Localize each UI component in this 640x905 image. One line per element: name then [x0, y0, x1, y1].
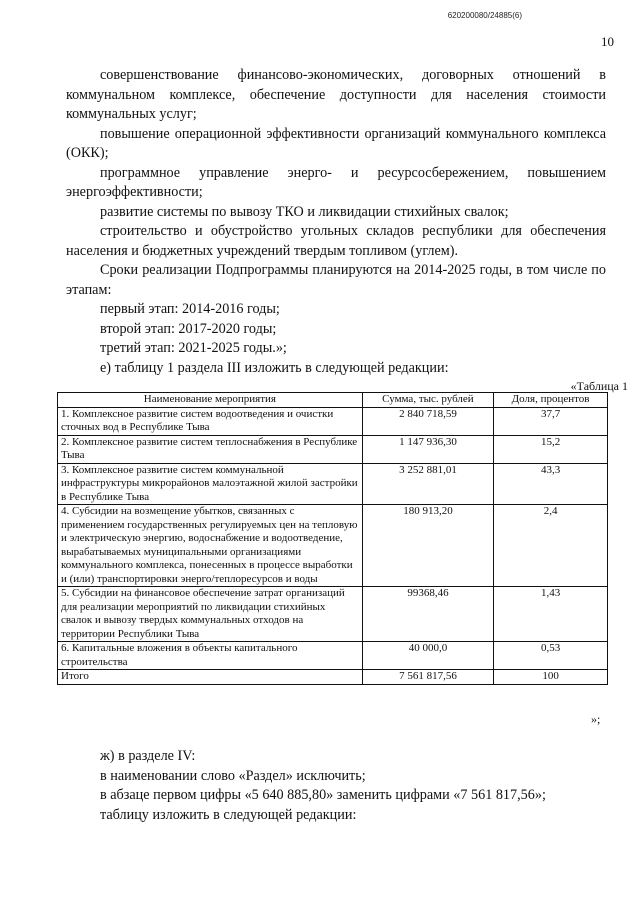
paragraph: ж) в разделе IV:: [100, 748, 196, 764]
table-row: [58, 587, 608, 642]
paragraph: второй этап: 2017-2020 годы;: [100, 320, 277, 337]
row-sum: 3 252 881,01: [362, 463, 493, 505]
paragraph: таблицу изложить в следующей редакции:: [100, 806, 357, 823]
paragraph: повышение операционной эффективности организаций коммунального комплекса (ОКК);: [66, 125, 606, 161]
table-row: [58, 463, 608, 505]
row-name: 4. Субсидии на возмещение убытков, связанных с применением государственных регулируемых цен на тепловую и электрическую энергию, водоснабжение и водоотведение, вырабатываемых муниципальными организациями коммунального комплекса, понесенных в процессе выработки и (или) транспортировки энерго/теплоресурсов и воды: [58, 505, 363, 587]
table-total-row: [58, 670, 608, 685]
document-id: 620200080/24885(6): [447, 11, 522, 20]
table-row: [58, 435, 608, 463]
row-name: 3. Комплексное развитие систем коммунальной инфраструктуры микрорайонов малоэтажной жилой застройки в Республике Тыва: [58, 463, 363, 505]
row-name: 2. Комплексное развитие систем теплоснабжения в Республике Тыва: [58, 435, 363, 463]
header-name: Наименование мероприятия: [58, 393, 363, 408]
header-share: Доля, процентов: [494, 393, 608, 408]
row-share: 43,3: [494, 463, 608, 505]
row-share: 37,7: [494, 407, 608, 435]
row-name: 6. Капитальные вложения в объекты капитального строительства: [58, 642, 363, 670]
table-row: [58, 642, 608, 670]
total-label: Итого: [58, 670, 363, 685]
row-share: 0,53: [494, 642, 608, 670]
paragraph: в абзаце первом цифры «5 640 885,80» заменить цифрами «7 561 817,56»;: [100, 787, 546, 803]
table-header-row: [58, 393, 608, 408]
row-share: 15,2: [494, 435, 608, 463]
table-close-quote: »;: [591, 712, 601, 726]
paragraph: строительство и обустройство угольных складов республики для обеспечения населения и бюджетных учреждений твердым топливом (углем).: [66, 223, 606, 259]
paragraph: в наименовании слово «Раздел» исключить;: [100, 767, 366, 784]
row-name: 1. Комплексное развитие систем водоотведения и очистки сточных вод в Республике Тыва: [58, 407, 363, 435]
total-sum: 7 561 817,56: [362, 670, 493, 685]
paragraph: третий этап: 2021-2025 годы.»;: [100, 340, 287, 356]
row-sum: 2 840 718,59: [362, 407, 493, 435]
paragraph: развитие системы по вывозу ТКО и ликвидации стихийных свалок;: [100, 203, 509, 220]
row-share: 2,4: [494, 505, 608, 587]
row-sum: 1 147 936,30: [362, 435, 493, 463]
row-share: 1,43: [494, 587, 608, 642]
measures-table: [57, 392, 608, 685]
table-row: [58, 505, 608, 587]
total-share: 100: [494, 670, 608, 685]
table-caption: «Таблица 1: [570, 379, 628, 393]
body-text: [66, 66, 606, 378]
row-sum: 99368,46: [362, 587, 493, 642]
paragraph: программное управление энерго- и ресурсосбережением, повышением энергоэффективности;: [66, 164, 606, 200]
row-name: 5. Субсидии на финансовое обеспечение затрат организаций для реализации мероприятий по ликвидации стихийных свалок и вывозу твердых коммунальных отходов на территории Республики Тыва: [58, 587, 363, 642]
after-table-text: [100, 747, 610, 825]
row-sum: 40 000,0: [362, 642, 493, 670]
paragraph: совершенствование финансово-экономических, договорных отношений в коммунальном комплексе, обеспечение доступности для населения стоимости коммунальных услуг;: [66, 67, 606, 122]
table-row: [58, 407, 608, 435]
header-sum: Сумма, тыс. рублей: [362, 393, 493, 408]
paragraph: Сроки реализации Подпрограммы планируются на 2014-2025 годы, в том числе по этапам:: [66, 262, 606, 298]
row-sum: 180 913,20: [362, 505, 493, 587]
page-number: 10: [601, 34, 614, 49]
paragraph: е) таблицу 1 раздела III изложить в следующей редакции:: [100, 359, 449, 376]
paragraph: первый этап: 2014-2016 годы;: [100, 301, 280, 317]
